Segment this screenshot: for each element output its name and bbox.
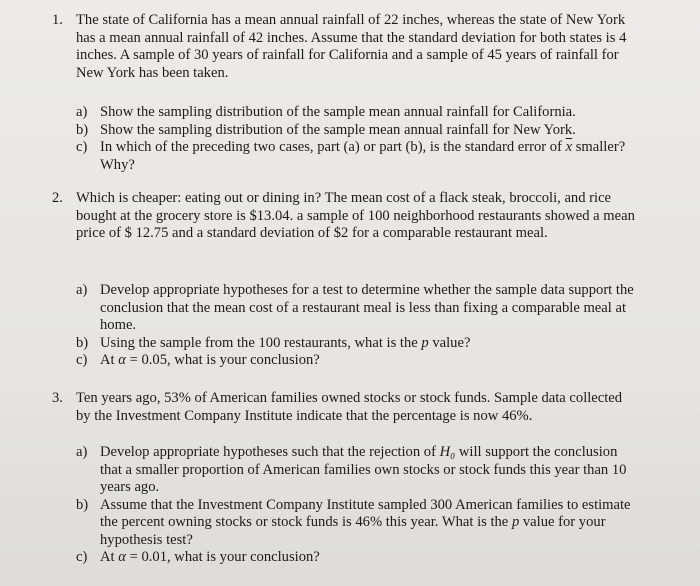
problem-number: 2. (52, 190, 63, 206)
problem-3-part-a: a) Develop appropriate hypotheses such that the rejection of H₀ will support the conclusion that a smaller proportion of American families own stocks or stock funds this year than 10 years ago. (76, 444, 627, 495)
problem-number: 1. (52, 12, 63, 28)
problem-text: The state of California has a mean annual rainfall of 22 inches, whereas the state of New York has a mean annual rainfall of 42 inches. Assume that the standard deviation for both states is 4 inches. A sample of 30 years of rainfall for California and a sample of 45 years of rainfall for New York has been taken. (76, 12, 627, 81)
problem-text: Which is cheaper: eating out or dining in? The mean cost of a flack steak, broccoli, and rice bought at the grocery store is $13.04. a sample of 100 neighborhood restaurants showed a mean price of $ 12.75 and a standard deviation of $2 for a comparable restaurant meal. (76, 190, 635, 241)
problem-2-part-b: b) Using the sample from the 100 restaurants, what is the p value? (76, 334, 471, 351)
x-bar-symbol: $\overline{x}$ (565, 139, 573, 155)
problem-1-part-c: c) In which of the preceding two cases, part (a) or part (b), is the standard error of $\overline{x}$ smaller? Why? (76, 139, 626, 173)
problem-number: 3. (52, 390, 63, 406)
problem-2-part-c: c) At α = 0.05, what is your conclusion? (76, 352, 320, 368)
problem-3-part-b: b) Assume that the Investment Company Institute sampled 300 American families to estimate the percent owning stocks or stock funds is 46% this year. What is the p value for your hypothesis test? (76, 496, 631, 548)
problem-3-part-c: c) At α = 0.01, what is your conclusion? (76, 549, 320, 565)
problem-text: Ten years ago, 53% of American families owned stocks or stock funds. Sample data collected by the Investment Company Institute indicate that the percentage is now 46%. (76, 390, 623, 424)
problem-1-part-b: b) Show the sampling distribution of the sample mean annual rainfall for New York. (76, 121, 576, 138)
problem-2-part-a: a) Develop appropriate hypotheses for a test to determine whether the sample data support the conclusion that the mean cost of a restaurant meal is less than fixing a comparable meal at home. (76, 282, 634, 333)
problem-1-part-a: a) Show the sampling distribution of the sample mean annual rainfall for California. (76, 104, 576, 120)
